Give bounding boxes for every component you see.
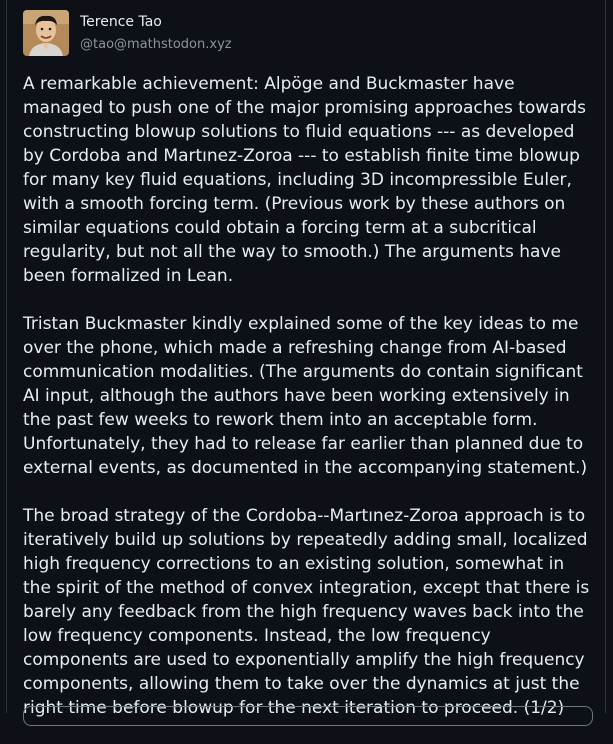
post-header <box>23 10 232 56</box>
post-author <box>80 13 232 54</box>
attached-card-edge[interactable] <box>23 706 593 726</box>
post-card <box>6 0 606 718</box>
post-content <box>23 72 597 744</box>
post-paragraph-2: Tristan Buckmaster kindly explained some of the key ideas to me over the phone, which made a refreshing change from AI-based communication modalities. (The arguments do contain significant AI input, although the authors have been working extensively in the past few weeks to rework them into an acceptable form. Unfortunately, they had to release far earlier than planned due to external events, as documented in the accompanying statement.) <box>23 314 588 478</box>
user-avatar-icon <box>23 10 69 56</box>
author-display-name[interactable]: Terence Tao <box>80 13 162 30</box>
post-paragraph-3: The broad strategy of the Cordoba--Martınez-Zoroa approach is to iteratively build up solutions by repeatedly adding small, localized high frequency corrections to an existing solution, somewhat in the spirit of the method of convex integration, except that there is barely any feedback from the high frequency waves back into the low frequency components. Instead, the low frequency components are used to exponentially amplify the high frequency components, allowing them to take over the dynamics at just the right time before blowup for the next iteration to proceed. (1/2) <box>23 506 590 718</box>
post-paragraph-1: A remarkable achievement: Alpöge and Buckmaster have managed to push one of the major promising approaches towards constructing blowup solutions to fluid equations --- as developed by Cordoba and Martınez-Zoroa --- to establish finite time blowup for many key fluid equations, including 3D incompressible Euler, with a smooth forcing term. (Previous work by these authors on similar equations could obtain a forcing term at a subcritical regularity, but not all the way to smooth.) The arguments have been formalized in Lean. <box>23 74 586 286</box>
author-handle[interactable]: @tao@mathstodon.xyz <box>80 36 232 52</box>
avatar[interactable] <box>23 10 69 56</box>
